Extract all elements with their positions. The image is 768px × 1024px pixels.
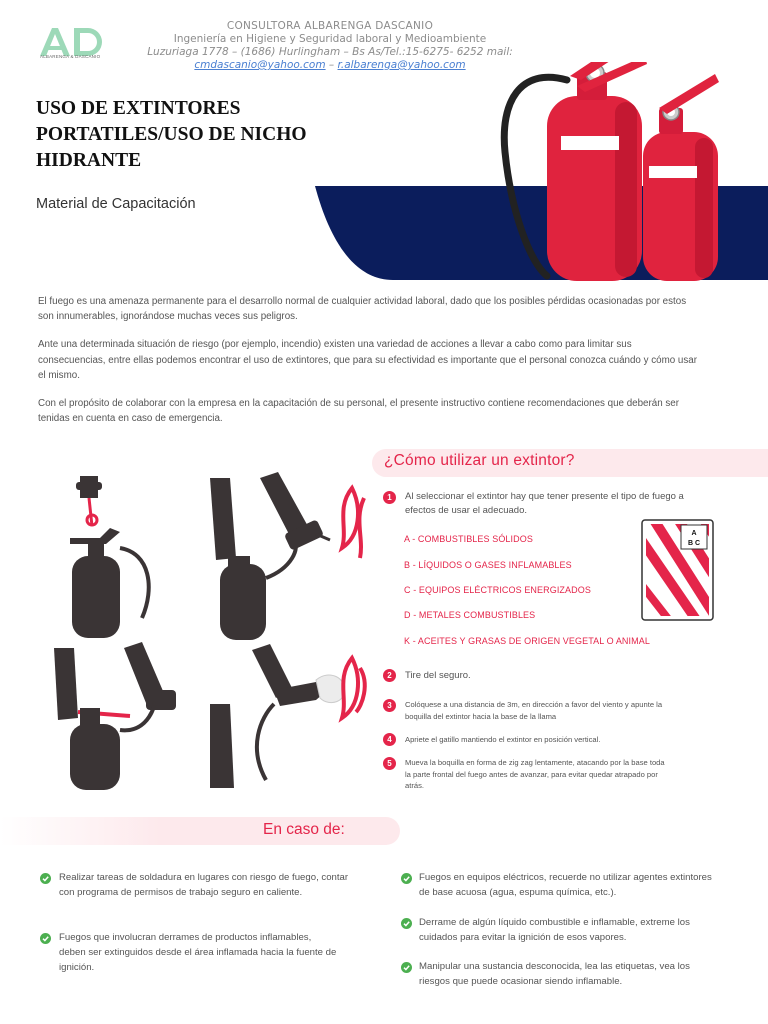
step-number-2: 2 [383, 669, 396, 682]
check-icon [401, 918, 412, 929]
check-icon [40, 873, 51, 884]
step-squeeze-illustration [54, 642, 176, 790]
email-link-1[interactable]: cmdascanio@yahoo.com [194, 59, 326, 71]
check-icon [401, 873, 412, 884]
how-to-heading: ¿Cómo utilizar un extintor? [384, 452, 575, 469]
company-logo [38, 24, 113, 58]
case-right-2: Derrame de algún líquido combustible e inflamable, extreme los cuidados para evitar la ignición de esos vapores. [419, 917, 690, 943]
company-name: CONSULTORA ALBARENGA DASCANIO [226, 20, 434, 32]
case-left-2: Fuegos que involucran derrames de productos inflamables, deben ser extinguidos desde el área inflamada hacia la fuente de ignición. [59, 932, 337, 973]
step-number-1: 1 [383, 491, 396, 504]
step-1-text: Al seleccionar el extintor hay que tener presente el tipo de fuego a efectos de usar el adecuado. [405, 491, 684, 516]
fire-class-sign [641, 519, 714, 621]
intro-paragraph-3: Con el propósito de colaborar con la empresa en la capacitación de su personal, el presente instructivo contiene recomendaciones que deberán ser tenidas en cuenta en caso de emergencia. [38, 398, 679, 425]
flame-illustration-1 [342, 488, 364, 558]
cases-heading: En caso de: [263, 821, 345, 838]
email-separator: – [325, 59, 338, 71]
company-address: Luzuriaga 1778 – (1686) Hurlingham – Bs As/Tel.:15-6275- 6252 mail: [147, 46, 513, 58]
case-left-1: Realizar tareas de soldadura en lugares con riesgo de fuego, contar con programa de permisos de trabajo seguro en caliente. [59, 872, 349, 898]
hero-extinguishers-illustration [315, 62, 768, 287]
step-3-text: Colóquese a una distancia de 3m, en dirección a favor del viento y apunte la boquilla del extintor hacia la base de la llama [405, 700, 663, 721]
fire-class-a: A - COMBUSTIBLES SÓLIDOS [404, 534, 533, 544]
intro-paragraph-1: El fuego es una amenaza permanente para el desarrollo normal de cualquier actividad laboral, dado que los posibles pérdidas ocasionadas por estos son innumerables, ignorándose muchas veces sus peligros. [38, 296, 687, 323]
step-number-4: 4 [383, 733, 396, 746]
step-number-3: 3 [383, 699, 396, 712]
fire-class-b: B - LÍQUIDOS O GASES INFLAMABLES [404, 560, 572, 570]
step-5-text: Mueva la boquilla en forma de zig zag lentamente, atacando por la base toda la parte frontal del fuego antes de avanzar, para evitar quedar atrapado por atrás. [405, 758, 665, 790]
page-title [36, 96, 356, 174]
email-link-2[interactable]: r.albarenga@yahoo.com [337, 59, 466, 71]
page-subtitle: Material de Capacitación [36, 196, 196, 212]
flame-illustration-2 [342, 658, 365, 718]
step-2-text: Tire del seguro. [405, 670, 471, 681]
company-area: Ingeniería en Higiene y Seguridad laboral y Medioambiente [173, 33, 487, 45]
logo-caption: ALBARENGA & DASCANIO [40, 54, 101, 59]
step-aim-illustration [210, 472, 330, 640]
case-right-1: Fuegos en equipos eléctricos, recuerde no utilizar agentes extintores de base acuosa (agua, espuma química, etc.). [419, 872, 712, 898]
extinguisher-steps-illustration [30, 468, 370, 798]
intro-text [38, 294, 698, 439]
title-line-3: HIDRANTE [36, 150, 142, 171]
title-line-2: PORTATILES/USO DE NICHO [36, 124, 307, 145]
sign-label-bc: B C [687, 540, 701, 547]
case-right-3: Manipular una sustancia desconocida, lea las etiquetas, vea los riesgos que puede ocasionar siendo inflamable. [419, 961, 690, 987]
fire-class-c: C - EQUIPOS ELÉCTRICOS ENERGIZADOS [404, 585, 591, 595]
step-number-5: 5 [383, 757, 396, 770]
step-pull-pin-illustration [70, 476, 149, 638]
step-sweep-illustration [210, 644, 343, 788]
title-line-1: USO DE EXTINTORES [36, 98, 241, 119]
fire-class-k: K - ACEITES Y GRASAS DE ORIGEN VEGETAL O ANIMAL [404, 636, 650, 646]
check-icon [401, 962, 412, 973]
intro-paragraph-2: Ante una determinada situación de riesgo (por ejemplo, incendio) existen una variedad de acciones a llevar a cabo como para limitar sus consecuencias, entre ellas podemos encontrar el uso de extintores, que para su efectividad es importante que el personal conozca cuándo y cómo usar el mismo. [38, 339, 697, 381]
fire-class-d: D - METALES COMBUSTIBLES [404, 610, 536, 620]
step-4-text: Apriete el gatillo mantiendo el extintor en posición vertical. [405, 735, 601, 744]
sign-label-a: A [691, 530, 697, 537]
check-icon [40, 933, 51, 944]
